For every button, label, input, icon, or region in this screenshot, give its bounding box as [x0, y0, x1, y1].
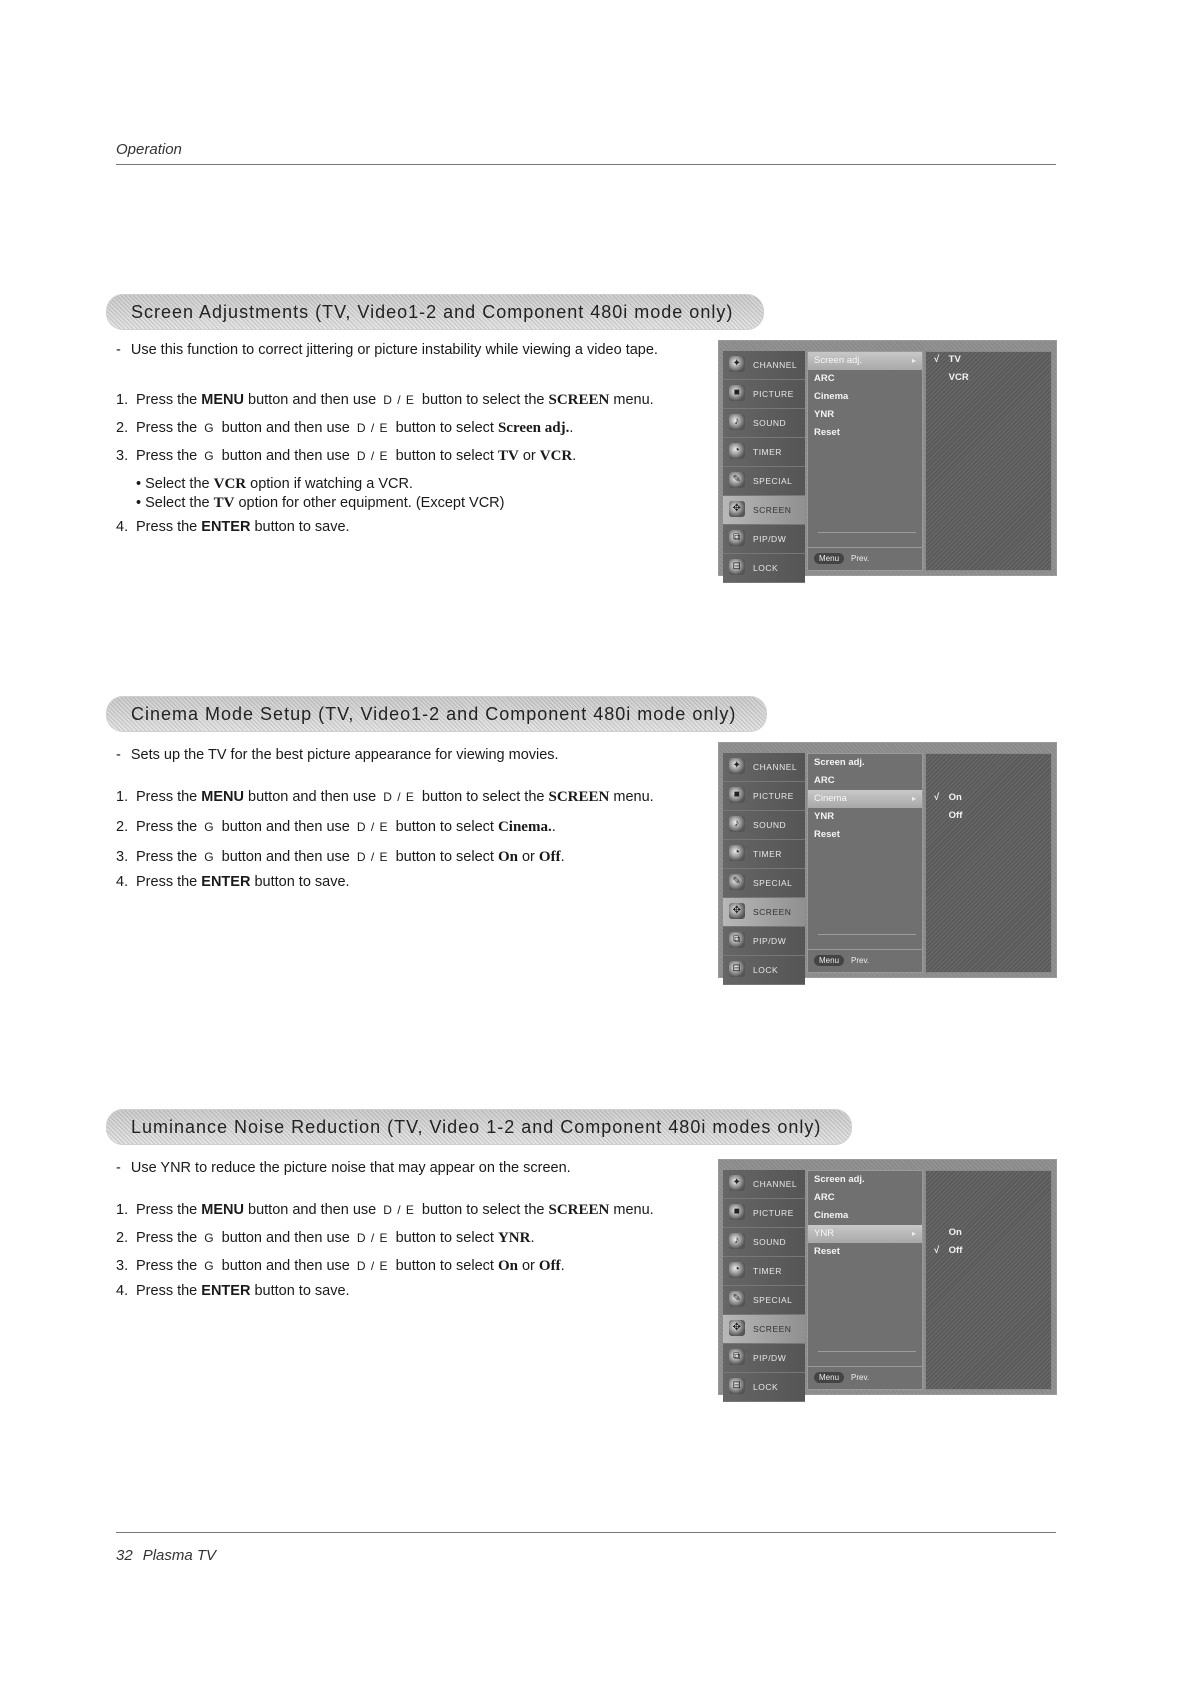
osd-waveform: [818, 1321, 916, 1352]
step-text: Press the: [136, 448, 202, 464]
step-text: or: [517, 1258, 539, 1274]
page-number: 32: [116, 1547, 133, 1564]
step-number: 2.: [116, 420, 129, 436]
step-text: Press the: [136, 519, 202, 535]
osd-menu-icon: ■: [729, 385, 745, 401]
arrow-keys: D / E: [356, 1231, 389, 1245]
step-text: button to select: [391, 1258, 498, 1274]
osd-menu-icon: ✦: [729, 758, 745, 774]
osd-submenu-label: ARC: [814, 1192, 835, 1203]
osd-sidebar-item: [723, 898, 805, 927]
step-text: button to select the: [417, 392, 549, 408]
step-text: button to save.: [250, 519, 350, 535]
osd-prev-label: Prev.: [851, 956, 870, 965]
step-1: [116, 1201, 654, 1219]
osd-menu-icon: ✎: [729, 874, 745, 890]
osd-menu-button: Menu: [814, 553, 844, 564]
osd-submenu-label: Reset: [814, 1246, 840, 1257]
osd-sidebar-item: [723, 380, 805, 409]
osd-submenu-label: Reset: [814, 427, 840, 438]
osd-submenu-item: [808, 790, 922, 808]
osd-option-label: On: [946, 1227, 962, 1238]
osd-sidebar-label: LOCK: [753, 563, 779, 573]
osd-sidebar-label: PICTURE: [753, 791, 794, 801]
arrow-key: G: [204, 1231, 215, 1245]
step-menu-name: SCREEN: [548, 1202, 610, 1218]
osd-sidebar-label: TIMER: [753, 849, 782, 859]
arrow-key: G: [204, 1259, 215, 1273]
osd-sidebar-label: SOUND: [753, 418, 787, 428]
osd-menu-icon: ♪: [729, 816, 745, 832]
bullet-text: • Select the: [136, 476, 214, 492]
osd-option-label: Off: [946, 810, 963, 821]
check-icon: √: [934, 1245, 940, 1256]
step-key: ENTER: [201, 1283, 251, 1299]
osd-sidebar-item: [723, 1257, 805, 1286]
osd-option-label: TV: [946, 354, 961, 365]
osd-sidebar-label: SPECIAL: [753, 878, 793, 888]
osd-screenshot: [718, 340, 1057, 576]
osd-submenu-item: [808, 1189, 922, 1207]
option-name: Off: [538, 1258, 561, 1274]
bullet-text: • Select the: [136, 495, 214, 511]
osd-menu-icon: ✥: [729, 501, 745, 517]
step-number: 4.: [116, 519, 129, 535]
osd-sidebar: [723, 1170, 805, 1390]
osd-option-label: VCR: [946, 372, 969, 383]
osd-footer: [808, 949, 922, 972]
step-text: button and then use: [243, 1202, 381, 1218]
step-text: button and then use: [243, 392, 381, 408]
osd-options-panel: [925, 1170, 1052, 1390]
osd-sidebar-item: [723, 554, 805, 583]
osd-sidebar-item: [723, 811, 805, 840]
option-name: TV: [213, 495, 235, 511]
step-text: or: [517, 849, 539, 865]
osd-submenu-item: [808, 1225, 922, 1243]
step-key: ENTER: [201, 519, 251, 535]
step-2: [116, 818, 556, 836]
osd-submenu-item: [808, 1207, 922, 1225]
step-3: [116, 447, 576, 465]
osd-footer: [808, 547, 922, 570]
intro-line: - Use this function to correct jittering or picture instability while viewing a video tape.: [116, 342, 658, 358]
step-number: 3.: [116, 1258, 129, 1274]
osd-submenu-item: [808, 370, 922, 388]
osd-submenu-label: YNR: [814, 1228, 835, 1239]
step-text: or: [518, 448, 540, 464]
osd-sidebar-item: [723, 1286, 805, 1315]
step-number: 1.: [116, 1202, 129, 1218]
step-text: button to select: [391, 448, 498, 464]
arrow-keys: D / E: [356, 421, 389, 435]
arrow-keys: D / E: [383, 790, 415, 804]
osd-option: [934, 372, 969, 383]
osd-sidebar-item: [723, 1315, 805, 1344]
osd-menu-button: Menu: [814, 1372, 844, 1383]
step-text: button to select the: [417, 789, 549, 805]
option-name: On: [497, 1258, 518, 1274]
osd-menu-icon: ⧉: [729, 1349, 745, 1365]
step-text: Press the: [136, 392, 202, 408]
header-section-label: Operation: [116, 141, 182, 158]
step-menu-name: SCREEN: [548, 392, 610, 408]
osd-sidebar-label: PIP/DW: [753, 936, 787, 946]
osd-waveform: [818, 904, 916, 935]
step-text: Press the: [136, 789, 202, 805]
step-4: [116, 1282, 350, 1300]
osd-submenu-item: [808, 352, 922, 370]
osd-submenu-label: Cinema: [814, 793, 847, 804]
step-text: menu.: [609, 789, 654, 805]
osd-sidebar-item: [723, 351, 805, 380]
osd-menu-icon: ⧉: [729, 530, 745, 546]
osd-menu-icon: ◔: [729, 443, 745, 459]
right-arrow-icon: ▸: [911, 794, 916, 803]
osd-option: [934, 792, 962, 803]
step-text: button and then use: [217, 819, 354, 835]
osd-submenu-label: Screen adj.: [814, 757, 865, 768]
product-name: Plasma TV: [142, 1547, 217, 1564]
osd-menu-icon: ◔: [729, 1262, 745, 1278]
step-text: Press the: [136, 1202, 202, 1218]
osd-sidebar-item: [723, 496, 805, 525]
osd-submenu-item: [808, 388, 922, 406]
step-text: Press the: [136, 849, 202, 865]
step-text: .: [560, 849, 565, 865]
step-text: Press the: [136, 1283, 202, 1299]
osd-sidebar-item: [723, 1199, 805, 1228]
right-arrow-icon: ▸: [911, 356, 916, 365]
osd-sidebar-label: SOUND: [753, 820, 787, 830]
osd-sidebar-label: SOUND: [753, 1237, 787, 1247]
osd-submenu-label: ARC: [814, 373, 835, 384]
step-item-name: YNR: [497, 1230, 531, 1246]
osd-submenu-label: ARC: [814, 775, 835, 786]
osd-submenu-label: Screen adj.: [814, 1174, 865, 1185]
step-number: 3.: [116, 849, 129, 865]
arrow-keys: D / E: [356, 850, 389, 864]
option-name: Off: [538, 849, 561, 865]
step-number: 4.: [116, 874, 129, 890]
option-name: TV: [497, 448, 519, 464]
osd-options-panel: [925, 351, 1052, 571]
header-rule: [116, 164, 1056, 165]
check-icon: √: [934, 792, 940, 803]
osd-sidebar-item: [723, 956, 805, 985]
osd-menu-icon: ♪: [729, 1233, 745, 1249]
osd-sidebar-label: SPECIAL: [753, 1295, 793, 1305]
osd-submenu-label: Screen adj.: [814, 355, 863, 366]
step-text: button to select: [391, 819, 498, 835]
option-name: VCR: [213, 476, 247, 492]
osd-sidebar-item: [723, 409, 805, 438]
step-text: .: [560, 1258, 565, 1274]
arrow-keys: D / E: [356, 820, 389, 834]
osd-sidebar-label: TIMER: [753, 447, 782, 457]
osd-option: [934, 1227, 962, 1238]
osd-sidebar-item: [723, 1373, 805, 1402]
intro-text: Use YNR to reduce the picture noise that may appear on the screen.: [130, 1160, 571, 1176]
osd-waveform: [818, 502, 916, 533]
osd-menu-icon: ✎: [729, 472, 745, 488]
osd-option: [934, 1245, 962, 1256]
step-text: button to save.: [250, 874, 350, 890]
arrow-keys: D / E: [383, 393, 415, 407]
osd-prev-label: Prev.: [851, 1373, 870, 1382]
right-arrow-icon: ▸: [911, 1229, 916, 1238]
bullet-1: [136, 475, 413, 493]
step-4: [116, 873, 350, 891]
osd-sidebar: [723, 753, 805, 973]
step-key: MENU: [201, 789, 244, 805]
step-text: button to select the: [417, 1202, 549, 1218]
osd-menu-icon: ✥: [729, 1320, 745, 1336]
osd-menu-icon: ✎: [729, 1291, 745, 1307]
osd-sidebar: [723, 351, 805, 571]
osd-menu-button: Menu: [814, 955, 844, 966]
osd-sidebar-label: LOCK: [753, 965, 779, 975]
osd-sidebar-label: CHANNEL: [753, 762, 798, 772]
osd-submenu-item: [808, 1243, 922, 1261]
osd-menu-icon: ■: [729, 787, 745, 803]
step-4: [116, 518, 350, 536]
osd-submenu: [807, 753, 923, 973]
osd-submenu-item: [808, 406, 922, 424]
osd-sidebar-item: [723, 1344, 805, 1373]
osd-menu-icon: ✦: [729, 356, 745, 372]
osd-menu-icon: ■: [729, 1204, 745, 1220]
check-icon: √: [934, 354, 940, 365]
page-footer: [116, 1547, 216, 1564]
osd-sidebar-item: [723, 1228, 805, 1257]
osd-submenu-item: [808, 826, 922, 844]
step-text: button to select: [391, 1230, 498, 1246]
step-text: .: [530, 1230, 535, 1246]
step-number: 3.: [116, 448, 129, 464]
step-1: [116, 788, 654, 806]
osd-menu-icon: ✦: [729, 1175, 745, 1191]
osd-sidebar-item: [723, 1170, 805, 1199]
arrow-key: G: [204, 850, 215, 864]
arrow-keys: D / E: [383, 1203, 415, 1217]
osd-sidebar-item: [723, 869, 805, 898]
step-text: button and then use: [217, 448, 354, 464]
step-text: button and then use: [217, 1230, 354, 1246]
step-key: ENTER: [201, 874, 251, 890]
step-text: button to select: [391, 420, 498, 436]
osd-screenshot: [718, 1159, 1057, 1395]
step-text: button and then use: [217, 420, 354, 436]
step-number: 1.: [116, 789, 129, 805]
osd-sidebar-label: CHANNEL: [753, 360, 798, 370]
option-name: On: [497, 849, 518, 865]
step-number: 2.: [116, 819, 129, 835]
step-number: 2.: [116, 1230, 129, 1246]
osd-sidebar-item: [723, 927, 805, 956]
step-text: button and then use: [243, 789, 381, 805]
arrow-key: G: [204, 449, 215, 463]
intro-text: Use this function to correct jittering or picture instability while viewing a video tape.: [130, 342, 658, 358]
intro-text: Sets up the TV for the best picture appearance for viewing movies.: [130, 747, 559, 763]
step-item-name: Cinema.: [497, 819, 552, 835]
osd-submenu-label: Reset: [814, 829, 840, 840]
step-text: Press the: [136, 420, 202, 436]
osd-menu-icon: ⊟: [729, 961, 745, 977]
osd-option: [934, 354, 961, 365]
osd-menu-icon: ♪: [729, 414, 745, 430]
arrow-key: G: [204, 421, 215, 435]
osd-options-panel: [925, 753, 1052, 973]
arrow-keys: D / E: [356, 449, 389, 463]
step-item-name: Screen adj.: [497, 420, 570, 436]
step-text: .: [551, 819, 556, 835]
osd-menu-icon: ⊟: [729, 559, 745, 575]
osd-submenu: [807, 1170, 923, 1390]
step-text: menu.: [609, 1202, 654, 1218]
step-number: 4.: [116, 1283, 129, 1299]
step-3: [116, 1257, 565, 1275]
osd-option: [934, 810, 962, 821]
step-2: [116, 419, 573, 437]
osd-sidebar-label: CHANNEL: [753, 1179, 798, 1189]
step-menu-name: SCREEN: [548, 789, 610, 805]
bullet-text: option if watching a VCR.: [246, 476, 413, 492]
step-text: button to save.: [250, 1283, 350, 1299]
osd-sidebar-item: [723, 782, 805, 811]
step-text: button and then use: [217, 849, 354, 865]
osd-sidebar-item: [723, 753, 805, 782]
step-3: [116, 848, 565, 866]
arrow-keys: D / E: [356, 1259, 389, 1273]
osd-option-label: Off: [946, 1245, 963, 1256]
step-2: [116, 1229, 534, 1247]
osd-submenu-label: YNR: [814, 811, 835, 822]
step-text: .: [569, 420, 574, 436]
osd-submenu-label: Cinema: [814, 391, 849, 402]
osd-menu-icon: ⧉: [729, 932, 745, 948]
step-text: Press the: [136, 1230, 202, 1246]
section-title: Screen Adjustments (TV, Video1-2 and Component 480i mode only): [106, 294, 764, 330]
step-number: 1.: [116, 392, 129, 408]
intro-line: - Sets up the TV for the best picture appearance for viewing movies.: [116, 747, 559, 763]
osd-sidebar-label: LOCK: [753, 1382, 779, 1392]
step-key: MENU: [201, 1202, 244, 1218]
step-1: [116, 391, 654, 409]
osd-menu-icon: ◔: [729, 845, 745, 861]
osd-sidebar-item: [723, 467, 805, 496]
footer-rule: [116, 1532, 1056, 1533]
osd-option-label: On: [946, 792, 962, 803]
osd-submenu-label: Cinema: [814, 1210, 849, 1221]
osd-sidebar-label: SPECIAL: [753, 476, 793, 486]
osd-sidebar-item: [723, 840, 805, 869]
osd-footer: [808, 1366, 922, 1389]
osd-submenu-label: YNR: [814, 409, 835, 420]
osd-menu-icon: ⊟: [729, 1378, 745, 1394]
osd-sidebar-item: [723, 438, 805, 467]
step-text: button to select: [391, 849, 498, 865]
osd-submenu-item: [808, 1171, 922, 1189]
osd-sidebar-label: SCREEN: [753, 1324, 792, 1334]
osd-sidebar-label: PICTURE: [753, 389, 794, 399]
step-text: button and then use: [217, 1258, 354, 1274]
osd-sidebar-label: PIP/DW: [753, 534, 787, 544]
step-text: .: [572, 448, 577, 464]
osd-submenu: [807, 351, 923, 571]
intro-line: - Use YNR to reduce the picture noise that may appear on the screen.: [116, 1160, 571, 1176]
osd-sidebar-label: PIP/DW: [753, 1353, 787, 1363]
section-title: Cinema Mode Setup (TV, Video1-2 and Component 480i mode only): [106, 696, 767, 732]
osd-sidebar-label: SCREEN: [753, 907, 792, 917]
osd-menu-icon: ✥: [729, 903, 745, 919]
osd-submenu-item: [808, 808, 922, 826]
step-text: Press the: [136, 819, 202, 835]
osd-sidebar-label: TIMER: [753, 1266, 782, 1276]
section-title: Luminance Noise Reduction (TV, Video 1-2 and Component 480i modes only): [106, 1109, 852, 1145]
osd-sidebar-label: SCREEN: [753, 505, 792, 515]
osd-submenu-item: [808, 754, 922, 772]
osd-screenshot: [718, 742, 1057, 978]
osd-submenu-item: [808, 424, 922, 442]
bullet-text: option for other equipment. (Except VCR): [234, 495, 505, 511]
step-text: Press the: [136, 874, 202, 890]
arrow-key: G: [204, 820, 215, 834]
osd-prev-label: Prev.: [851, 554, 870, 563]
osd-submenu-item: [808, 772, 922, 790]
option-name: VCR: [539, 448, 573, 464]
step-text: Press the: [136, 1258, 202, 1274]
step-text: menu.: [609, 392, 654, 408]
osd-sidebar-item: [723, 525, 805, 554]
step-key: MENU: [201, 392, 244, 408]
bullet-2: [136, 494, 504, 512]
osd-sidebar-label: PICTURE: [753, 1208, 794, 1218]
